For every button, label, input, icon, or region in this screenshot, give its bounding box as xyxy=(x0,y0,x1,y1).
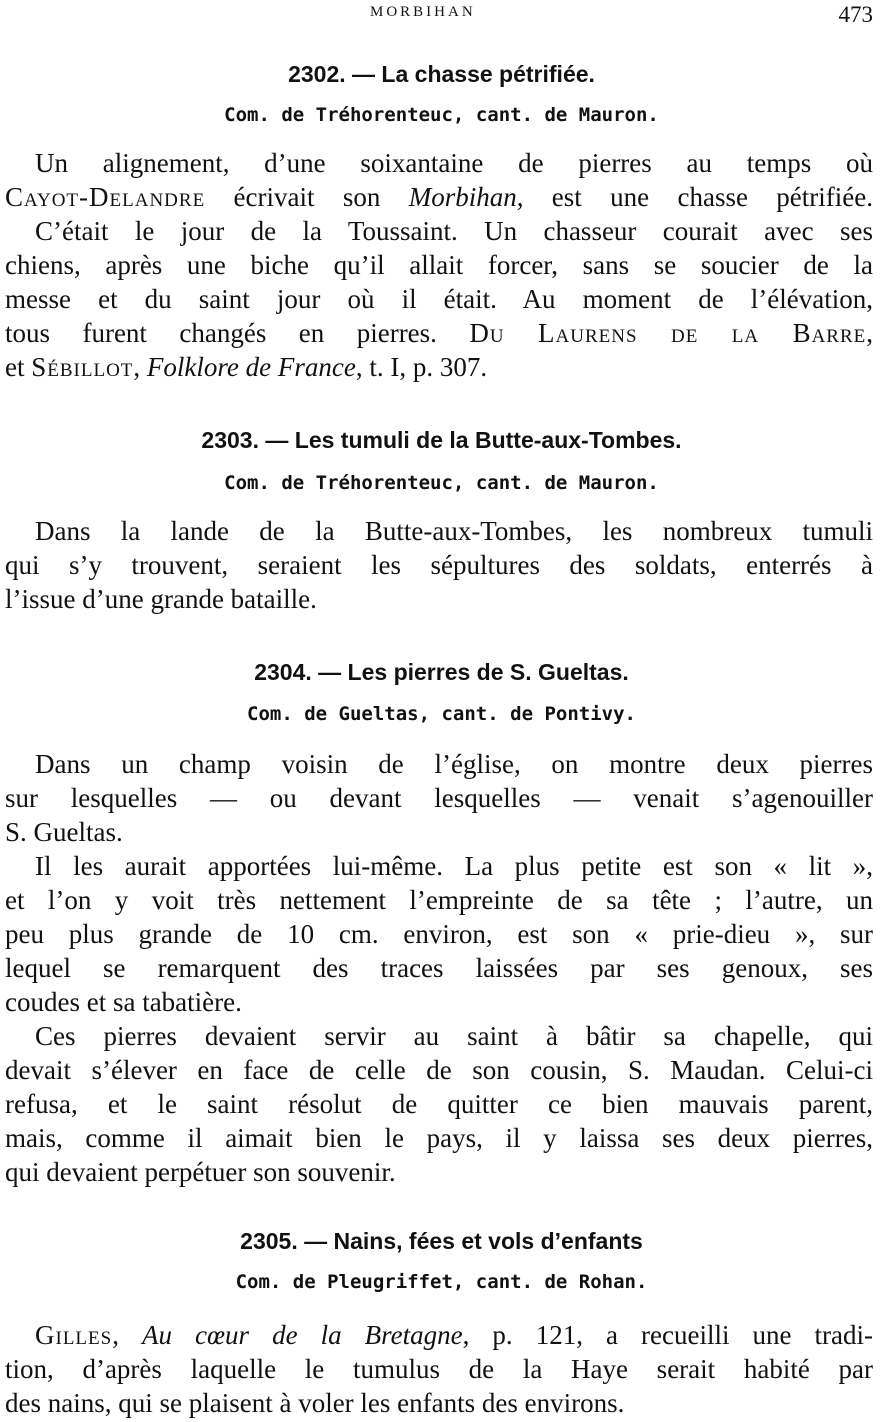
text-line: messe et du saint jour où il était. Au moment de l’élévation, xyxy=(5,284,873,314)
entry-body-2305 xyxy=(5,1318,873,1420)
entry-title-2305: 2305. — Nains, fées et vols d’enfants xyxy=(240,1228,643,1254)
text-line: qui devaient perpétuer son souvenir. xyxy=(5,1157,396,1187)
text-line: Dans la lande de la Butte-aux-Tombes, les nombreux tumuli xyxy=(35,516,873,546)
entry-body-2302 xyxy=(5,146,873,384)
entry-location-2304: Com. de Gueltas, cant. de Pontivy. xyxy=(247,703,636,725)
page-number: 473 xyxy=(838,2,873,27)
text-line: sur lesquelles — ou devant lesquelles — venait s’agenouiller xyxy=(5,783,873,813)
text-line: lequel se remarquent des traces laissées par ses genoux, ses xyxy=(5,953,873,983)
text-line: Un alignement, d’une soixantaine de pierres au temps où xyxy=(35,148,873,178)
text-line: Cayot-Delandre écrivait son Morbihan, est une chasse pétrifiée. xyxy=(5,182,873,212)
running-head: MORBIHAN xyxy=(370,4,476,20)
text-line: Ces pierres devaient servir au saint à bâtir sa chapelle, qui xyxy=(35,1021,873,1051)
text-line: refusa, et le saint résolut de quitter ce bien mauvais parent, xyxy=(5,1089,873,1119)
entry-body-2304 xyxy=(5,747,873,1189)
entry-location-2303: Com. de Tréhorenteuc, cant. de Mauron. xyxy=(224,472,659,494)
text-line: coudes et sa tabatière. xyxy=(5,987,242,1017)
text-line: Il les aurait apportées lui-même. La plus petite est son « lit », xyxy=(35,851,873,881)
entry-location-2302: Com. de Tréhorenteuc, cant. de Mauron. xyxy=(224,104,659,126)
text-line: l’issue d’une grande bataille. xyxy=(5,584,317,614)
text-line: et Sébillot, Folklore de France, t. I, p. 307. xyxy=(5,352,488,382)
page-header xyxy=(0,4,883,28)
text-line: Dans un champ voisin de l’église, on montre deux pierres xyxy=(35,749,873,779)
text-line: des nains, qui se plaisent à voler les enfants des environs. xyxy=(5,1388,625,1418)
text-line: qui s’y trouvent, seraient les sépultures des soldats, enterrés à xyxy=(5,550,873,580)
entry-title-2302: 2302. — La chasse pétrifiée. xyxy=(288,61,595,87)
text-line: C’était le jour de la Toussaint. Un chasseur courait avec ses xyxy=(35,216,873,246)
text-line: chiens, après une biche qu’il allait forcer, sans se soucier de la xyxy=(5,250,873,280)
entry-title-2303: 2303. — Les tumuli de la Butte-aux-Tombes. xyxy=(201,427,682,453)
text-line: tous furent changés en pierres. Du Laurens de la Barre, xyxy=(5,318,873,348)
text-line: et l’on y voit très nettement l’empreinte de sa tête ; l’autre, un xyxy=(5,885,873,915)
entry-location-2305: Com. de Pleugriffet, cant. de Rohan. xyxy=(235,1271,648,1293)
text-line: tion, d’après laquelle le tumulus de la Haye serait habité par xyxy=(5,1354,873,1384)
entry-title-2304: 2304. — Les pierres de S. Gueltas. xyxy=(254,659,629,685)
text-line: devait s’élever en face de celle de son cousin, S. Maudan. Celui-ci xyxy=(5,1055,873,1085)
entry-body-2303 xyxy=(5,514,873,616)
text-line: mais, comme il aimait bien le pays, il y laissa ses deux pierres, xyxy=(5,1123,873,1153)
text-line: peu plus grande de 10 cm. environ, est son « prie-dieu », sur xyxy=(5,919,873,949)
text-line: S. Gueltas. xyxy=(5,817,123,847)
text-line: Gilles, Au cœur de la Bretagne, p. 121, a recueilli une tradi- xyxy=(35,1320,873,1350)
